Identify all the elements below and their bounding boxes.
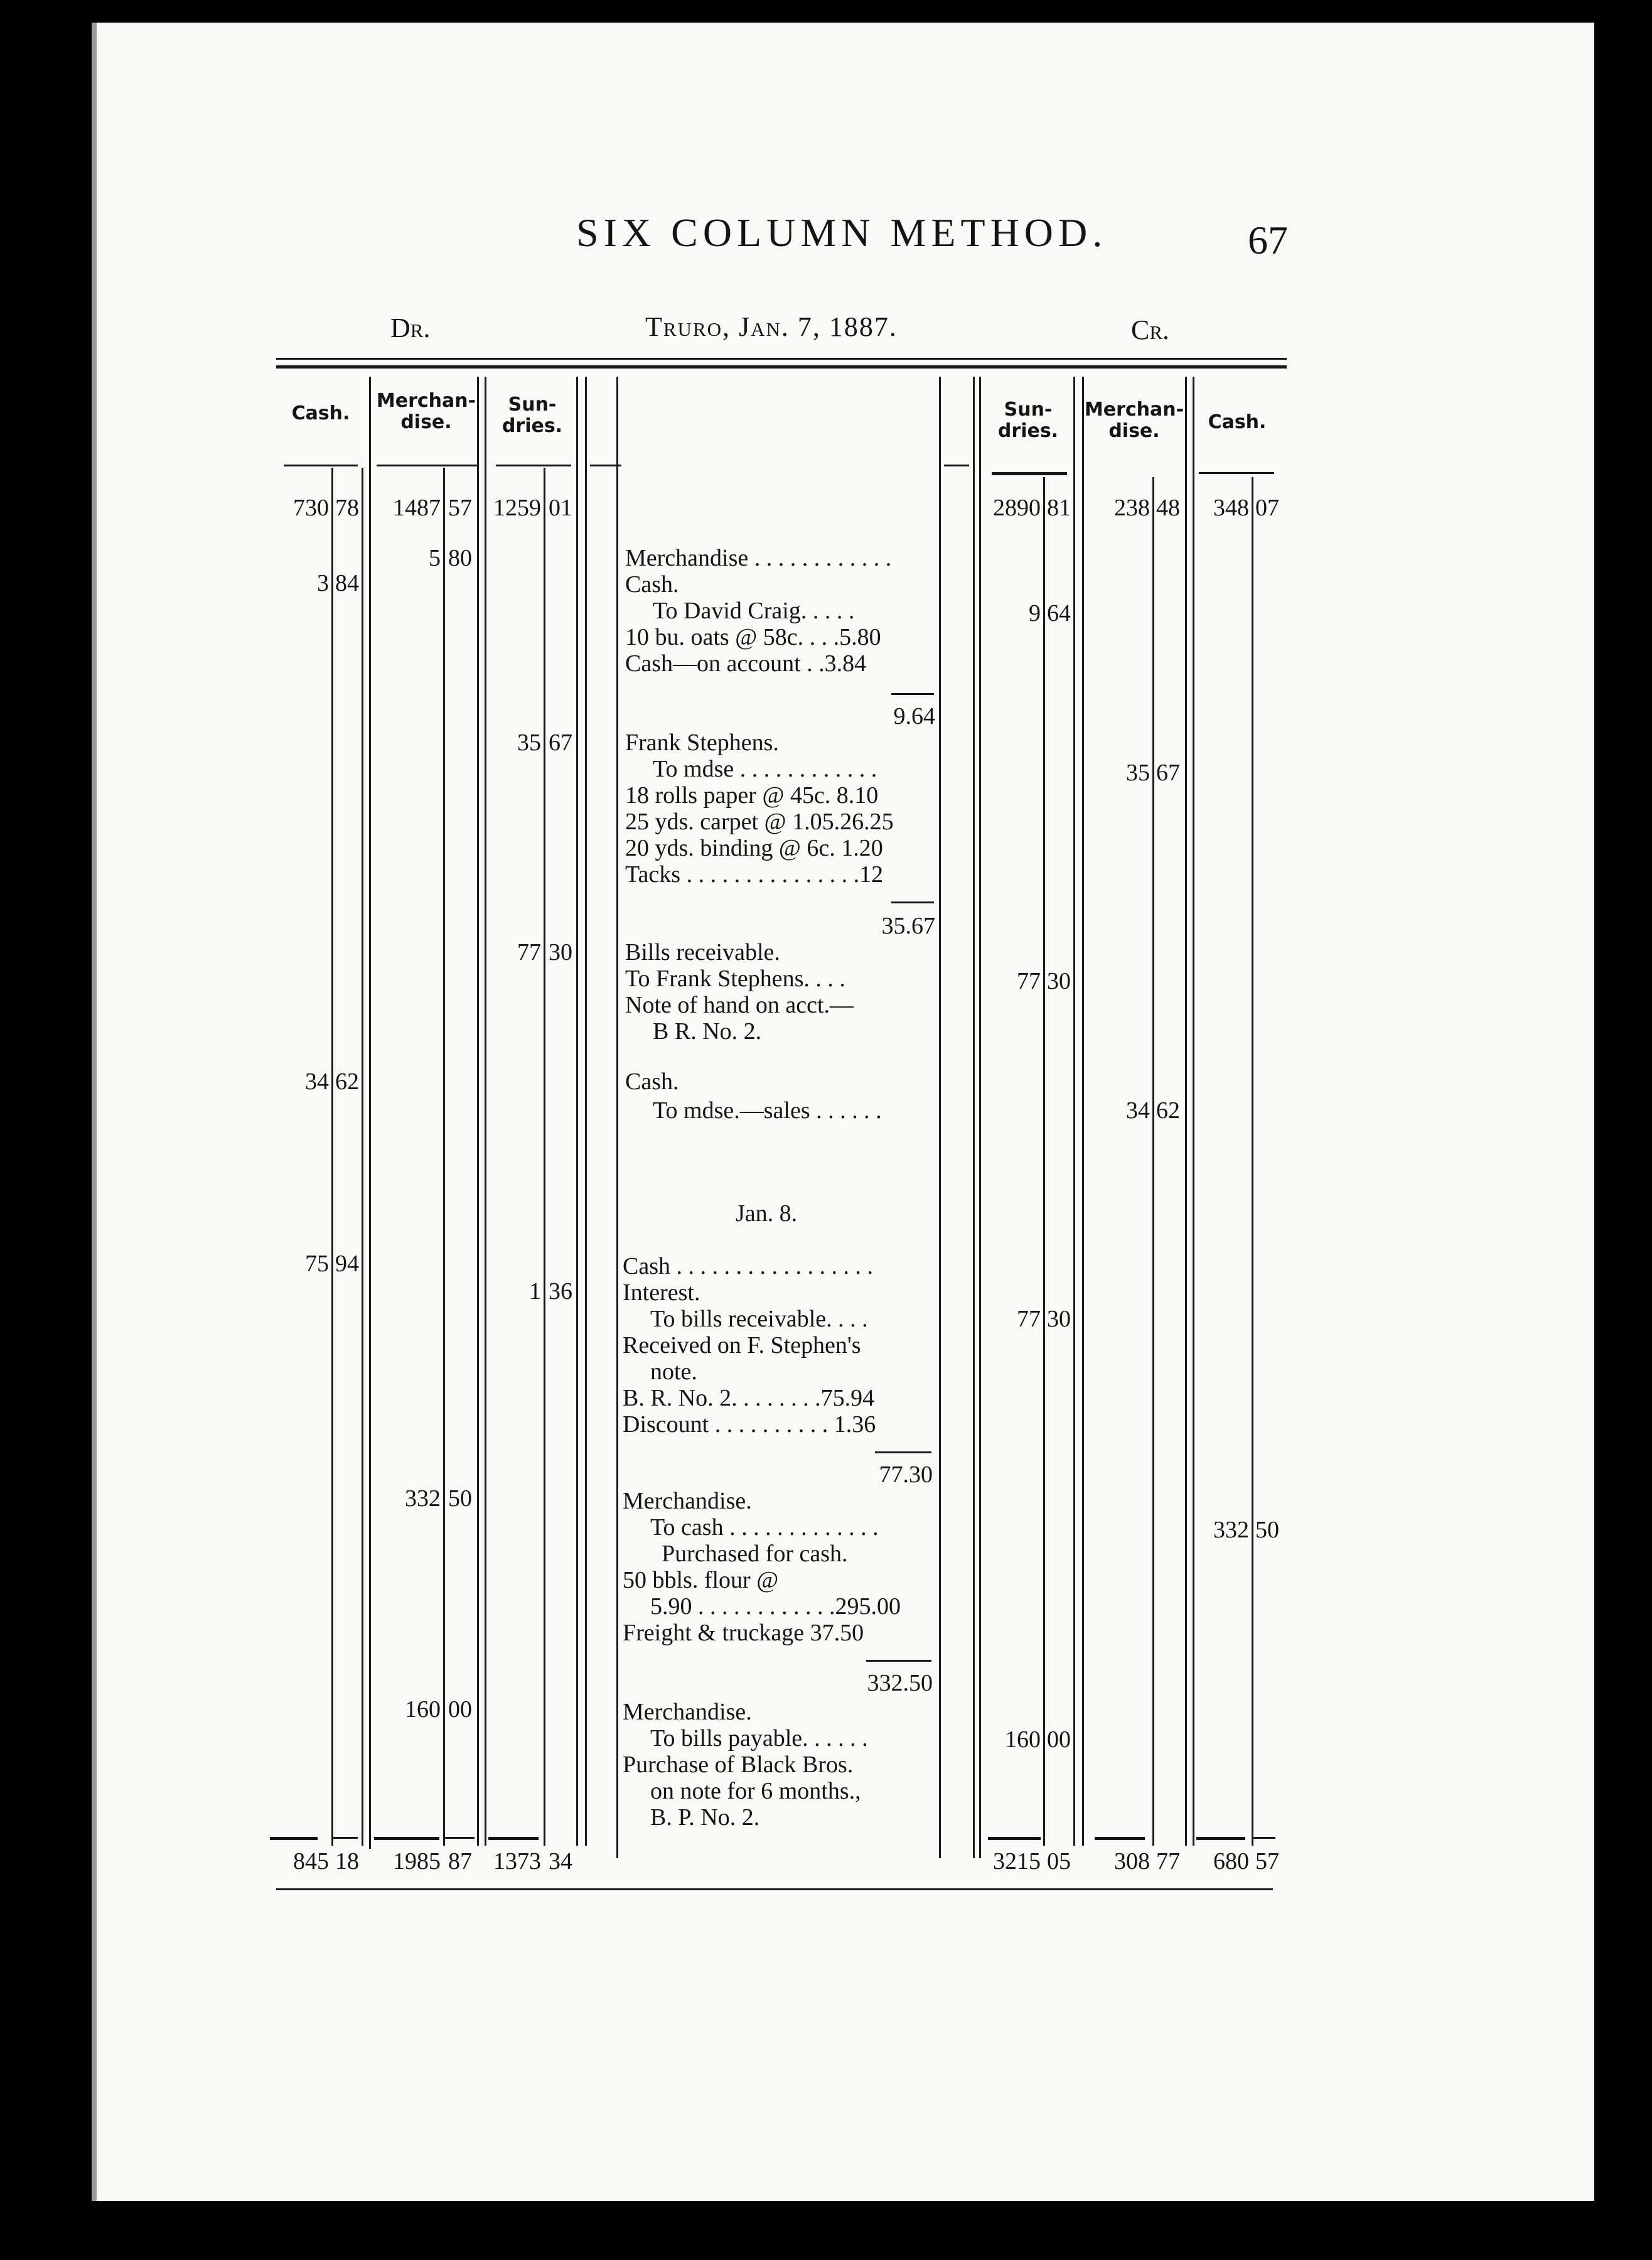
date-jan-8: Jan. 8. — [736, 1200, 798, 1227]
e7-line4: on note for 6 months., — [650, 1778, 861, 1804]
col-line — [939, 377, 941, 1858]
e5-cash-dr-cents: 94 — [335, 1251, 359, 1277]
e2-mdse-cr-dollars: 35 — [1126, 760, 1150, 786]
place-date: Truro, Jan. 7, 1887. — [645, 311, 898, 342]
total-dr-mdse-dollars: 1985 — [393, 1848, 441, 1875]
e5-line7: Discount . . . . . . . . . . 1.36 — [623, 1411, 876, 1438]
e7-mdse-dr-cents: 00 — [448, 1696, 472, 1723]
e6-line6: Freight & truckage 37.50 — [623, 1620, 864, 1646]
e4-mdse-cr-cents: 62 — [1156, 1097, 1180, 1124]
e2-line5: 20 yds. binding @ 6c. 1.20 — [625, 835, 883, 861]
e5-total: 77.30 — [879, 1461, 933, 1488]
e3-line4: B R. No. 2. — [653, 1018, 762, 1045]
e4-cash-dr-dollars: 34 — [305, 1068, 329, 1095]
total-cr-cash-cents: 57 — [1255, 1848, 1279, 1875]
rule — [891, 693, 934, 695]
e2-line2: To mdse . . . . . . . . . . . . — [653, 756, 877, 782]
rule — [988, 1837, 1041, 1840]
col-line — [485, 377, 486, 1846]
e6-mdse-dr-dollars: 332 — [405, 1485, 441, 1512]
e7-sundries-cr-cents: 00 — [1047, 1726, 1071, 1753]
total-cr-sundries-cents: 05 — [1047, 1848, 1071, 1875]
col-line — [544, 468, 545, 1846]
col-head-dr-sundries: Sun- dries. — [501, 394, 563, 437]
col-line — [979, 377, 981, 1858]
col-head-dr-mdse: Merchan- dise. — [376, 390, 476, 433]
e5-sundries-cr-dollars: 77 — [1017, 1306, 1041, 1332]
e1-mdse-dr-cents: 80 — [448, 545, 472, 571]
e5-sundries-dr-cents: 36 — [549, 1278, 572, 1305]
e7-line5: B. P. No. 2. — [650, 1804, 760, 1831]
col-head-cr-cash: Cash. — [1208, 411, 1267, 433]
rule — [284, 465, 358, 466]
col-line — [1043, 477, 1045, 1846]
rule — [944, 465, 969, 466]
e1-line3: To David Craig. . . . . — [653, 598, 855, 624]
fwd-cr-sundries-dollars: 2890 — [993, 495, 1041, 521]
col-line — [331, 468, 333, 1846]
col-head-cr-mdse: Merchan- dise. — [1084, 399, 1184, 442]
e2-line6: Tacks . . . . . . . . . . . . . . .12 — [625, 861, 884, 888]
e1-line1: Merchandise . . . . . . . . . . . . — [625, 545, 892, 571]
e6-line4: 50 bbls. flour @ — [623, 1567, 779, 1593]
e7-line2: To bills payable. . . . . . — [650, 1725, 868, 1752]
col-head-dr-cash: Cash. — [291, 402, 350, 424]
e7-mdse-dr-dollars: 160 — [405, 1696, 441, 1723]
e5-sundries-dr-dollars: 1 — [529, 1278, 541, 1305]
total-cr-mdse-cents: 77 — [1156, 1848, 1180, 1875]
e3-line3: Note of hand on acct.— — [625, 992, 854, 1018]
total-cr-sundries-dollars: 3215 — [993, 1848, 1041, 1875]
total-dr-sundries-cents: 34 — [549, 1848, 572, 1875]
e4-cash-dr-cents: 62 — [335, 1068, 359, 1095]
total-dr-sundries-dollars: 1373 — [493, 1848, 541, 1875]
col-line — [1252, 477, 1253, 1846]
credit-label: Cr. — [1131, 315, 1170, 345]
col-line — [369, 377, 371, 1849]
e1-cash-dr-dollars: 3 — [317, 570, 329, 596]
rule — [992, 472, 1067, 475]
page-spine-edge — [92, 23, 97, 2201]
e1-cash-dr-cents: 84 — [335, 570, 359, 596]
e6-total: 332.50 — [867, 1670, 933, 1696]
e7-line1: Merchandise. — [623, 1699, 752, 1725]
e1-mdse-dr-dollars: 5 — [429, 545, 441, 571]
fwd-cr-mdse-dollars: 238 — [1114, 495, 1150, 521]
rule — [377, 465, 477, 466]
col-line — [1152, 477, 1154, 1846]
e6-cash-cr-dollars: 332 — [1213, 1517, 1249, 1543]
rule — [1095, 1837, 1145, 1840]
total-dr-cash-dollars: 845 — [293, 1848, 329, 1875]
page-number: 67 — [1248, 218, 1288, 262]
col-line — [973, 377, 975, 1858]
e4-line2: To mdse.—sales . . . . . . — [653, 1097, 882, 1124]
fwd-cr-cash-dollars: 348 — [1213, 495, 1249, 521]
rule — [1196, 1837, 1245, 1840]
bottom-rule — [276, 1888, 1273, 1890]
e4-line1: Cash. — [625, 1068, 679, 1095]
top-rule-2 — [276, 365, 1287, 369]
rule — [488, 1837, 539, 1840]
fwd-dr-mdse-dollars: 1487 — [393, 495, 441, 521]
rule — [496, 465, 571, 466]
e5-sundries-cr-cents: 30 — [1047, 1306, 1071, 1332]
col-line — [616, 377, 618, 1858]
e5-line1: Cash . . . . . . . . . . . . . . . . . — [623, 1253, 873, 1279]
e3-line2: To Frank Stephens. . . . — [625, 966, 845, 992]
total-dr-mdse-cents: 87 — [448, 1848, 472, 1875]
e3-sundries-dr-dollars: 77 — [517, 939, 541, 966]
e2-total: 35.67 — [881, 913, 935, 939]
e2-line4: 25 yds. carpet @ 1.05.26.25 — [625, 809, 894, 835]
fwd-dr-cash-dollars: 730 — [293, 495, 329, 521]
e1-total: 9.64 — [893, 703, 935, 729]
fwd-cr-sundries-cents: 81 — [1047, 495, 1071, 521]
e5-line3: To bills receivable. . . . — [650, 1306, 868, 1332]
col-line — [362, 468, 363, 1846]
e3-sundries-cr-dollars: 77 — [1017, 968, 1041, 994]
rule — [374, 1837, 439, 1840]
col-line — [477, 377, 479, 1846]
fwd-dr-sundries-cents: 01 — [549, 495, 572, 521]
rule — [866, 1660, 931, 1662]
fwd-dr-mdse-cents: 57 — [448, 495, 472, 521]
e6-line3: Purchased for cash. — [662, 1541, 848, 1567]
e5-line6: B. R. No. 2. . . . . . . .75.94 — [623, 1385, 875, 1411]
top-rule-1 — [276, 358, 1287, 360]
rule — [875, 1451, 931, 1453]
fwd-cr-mdse-cents: 48 — [1156, 495, 1180, 521]
total-cr-cash-dollars: 680 — [1213, 1848, 1249, 1875]
e5-cash-dr-dollars: 75 — [305, 1251, 329, 1277]
e2-mdse-cr-cents: 67 — [1156, 760, 1180, 786]
e5-line5: note. — [650, 1359, 697, 1385]
page-title: SIX COLUMN METHOD. — [576, 210, 1108, 255]
e3-sundries-dr-cents: 30 — [549, 939, 572, 966]
col-line — [585, 377, 587, 1846]
e6-line1: Merchandise. — [623, 1488, 752, 1514]
debit-label: Dr. — [390, 313, 431, 343]
e7-line3: Purchase of Black Bros. — [623, 1752, 854, 1778]
e5-line2: Interest. — [623, 1279, 700, 1306]
fwd-dr-sundries-dollars: 1259 — [493, 495, 541, 521]
e4-mdse-cr-dollars: 34 — [1126, 1097, 1150, 1124]
e6-mdse-dr-cents: 50 — [448, 1485, 472, 1512]
fwd-cr-cash-cents: 07 — [1255, 495, 1279, 521]
e2-line3: 18 rolls paper @ 45c. 8.10 — [625, 782, 879, 809]
e1-sundries-cr-cents: 64 — [1047, 600, 1071, 627]
e1-sundries-cr-dollars: 9 — [1029, 600, 1041, 627]
rule — [891, 901, 934, 903]
rule — [1199, 472, 1274, 474]
rule — [270, 1837, 318, 1840]
e1-line4: 10 bu. oats @ 58c. . . .5.80 — [625, 624, 881, 650]
total-cr-mdse-dollars: 308 — [1114, 1848, 1150, 1875]
total-dr-cash-cents: 18 — [335, 1848, 359, 1875]
col-line — [1185, 377, 1187, 1846]
col-line — [1073, 377, 1075, 1846]
rule — [444, 1837, 475, 1839]
col-line — [443, 468, 445, 1846]
e7-sundries-cr-dollars: 160 — [1005, 1726, 1041, 1753]
e6-cash-cr-cents: 50 — [1255, 1517, 1279, 1543]
e1-line2: Cash. — [625, 571, 679, 598]
e6-line2: To cash . . . . . . . . . . . . . — [650, 1514, 879, 1541]
col-line — [1082, 377, 1084, 1846]
e3-sundries-cr-cents: 30 — [1047, 968, 1071, 994]
rule — [333, 1837, 358, 1839]
col-head-cr-sundries: Sun- dries. — [997, 399, 1059, 442]
col-line — [576, 377, 578, 1846]
e5-line4: Received on F. Stephen's — [623, 1332, 861, 1359]
e2-sundries-dr-dollars: 35 — [517, 729, 541, 756]
e6-line5: 5.90 . . . . . . . . . . . .295.00 — [650, 1593, 901, 1620]
col-line — [1193, 377, 1194, 1846]
e1-line5: Cash—on account . .3.84 — [625, 650, 867, 677]
e2-sundries-dr-cents: 67 — [549, 729, 572, 756]
e3-line1: Bills receivable. — [625, 939, 780, 966]
fwd-dr-cash-cents: 78 — [335, 495, 359, 521]
rule — [1253, 1837, 1275, 1839]
e2-line1: Frank Stephens. — [625, 729, 779, 756]
